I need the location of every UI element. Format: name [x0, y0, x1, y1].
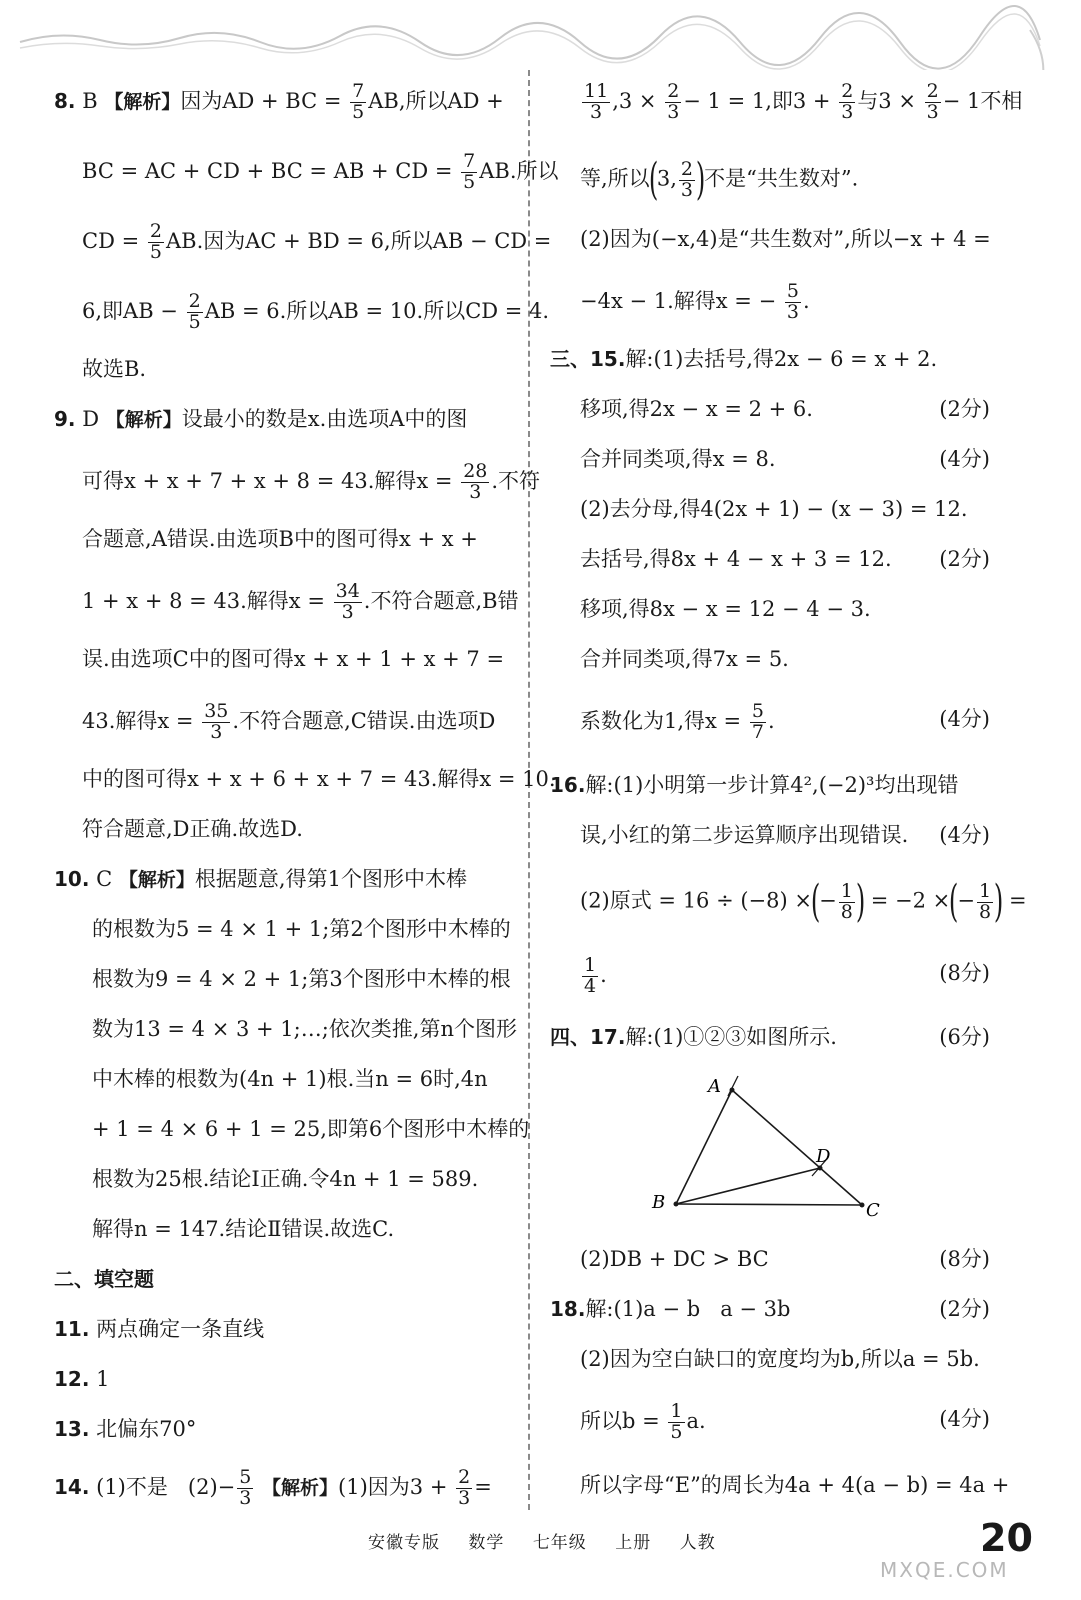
- q14-analysis-tag: 【解析】: [262, 1476, 339, 1499]
- footer-grade: 七年级: [532, 1533, 587, 1553]
- q10-analysis-tag: 【解析】: [118, 869, 195, 891]
- footer-volume: 上册: [615, 1533, 652, 1553]
- q9-text: .不符合题意,B错: [363, 588, 519, 613]
- fraction: $\frac{2}{5}$: [149, 220, 162, 263]
- footer-publisher: 人教: [679, 1533, 716, 1553]
- paren: ): [993, 876, 1004, 927]
- q8-text: 6,即AB −: [82, 298, 178, 323]
- score: (4分): [939, 1407, 990, 1431]
- q8-text: BC = AC + CD + BC = AB + CD =: [82, 158, 453, 183]
- score: (2分): [939, 397, 990, 421]
- score: (2分): [939, 547, 990, 571]
- q15-line-6: 移项,得8x − x = 12 − 4 − 3.: [580, 597, 871, 621]
- paren: ): [695, 154, 706, 205]
- point-c-label: C: [866, 1200, 880, 1221]
- q14-text: 等,所以: [580, 166, 650, 191]
- q9-text: 设最小的数是x.由选项A中的图: [181, 407, 468, 431]
- paren: ): [855, 876, 866, 927]
- q18-text: 所以b =: [580, 1408, 660, 1433]
- q14-text: .: [802, 288, 810, 313]
- q18-text: 解:(1)a − b a − 3b: [585, 1297, 791, 1321]
- q9-text: .不符: [491, 468, 541, 493]
- fraction: $\frac{1}{4}$: [584, 954, 597, 997]
- q17-text: 解:(1)①②③如图所示.: [625, 1025, 837, 1049]
- q9-text: 可得x + x + 7 + x + 8 = 43.解得x =: [82, 468, 453, 493]
- q9-text: .不符合题意,C错误.由选项D: [232, 708, 496, 733]
- q8-text: AB.因为AC + BD = 6,所以AB − CD =: [165, 228, 552, 253]
- q8-number: 8.: [54, 88, 76, 113]
- q12-line: [54, 1362, 110, 1396]
- fraction: $\frac{34}{3}$: [335, 580, 360, 623]
- fraction: $\frac{2}{3}$: [926, 80, 939, 123]
- footer-edition: 安徽专版: [368, 1533, 440, 1553]
- q15-text: 去括号,得8x + 4 − x + 3 = 12.: [580, 547, 892, 571]
- q14-line: [54, 1466, 492, 1509]
- point-b-dot: [674, 1202, 679, 1207]
- q10-line-1: [54, 862, 467, 896]
- q17-text: (2)DB + DC > BC: [580, 1247, 769, 1271]
- q16-text: 解:(1)小明第一步计算4²,(−2)³均出现错: [585, 773, 959, 797]
- segment-bd: [676, 1168, 820, 1204]
- q14-cont-line-3: (2)因为(−x,4)是“共生数对”,所以−x + 4 =: [580, 227, 991, 251]
- fraction: $\frac{1}{8}$: [840, 879, 853, 923]
- q8-answer: B: [82, 88, 98, 113]
- score: (4分): [939, 823, 990, 847]
- q14-text: =: [474, 1474, 492, 1499]
- score: (4分): [939, 707, 990, 731]
- q14-text: 与3 ×: [857, 88, 916, 113]
- left-column: [54, 80, 559, 1509]
- q9-number: 9.: [54, 407, 76, 431]
- q14-cont-line-1: [580, 80, 1023, 123]
- q9-line-6: [82, 700, 496, 743]
- q14-text: (1)因为3 +: [338, 1474, 448, 1499]
- q13-number: 13.: [54, 1417, 90, 1441]
- watermark: MXQE.COM: [880, 1558, 1009, 1582]
- page-number: 20: [980, 1516, 1033, 1560]
- q14-text: 不是“共生数对”.: [704, 166, 859, 191]
- score: (8分): [939, 961, 990, 985]
- q9-text: 1 + x + 8 = 43.解得x =: [82, 588, 325, 613]
- q10-line-7: 根数为25根.结论Ⅰ正确.令4n + 1 = 589.: [92, 1167, 479, 1191]
- fraction: $\frac{7}{5}$: [463, 150, 476, 193]
- q13-answer: 北偏东70°: [96, 1417, 197, 1441]
- q14-text: ,3 ×: [612, 88, 657, 113]
- fraction: $\frac{2}{3}$: [841, 80, 854, 123]
- q14-text: − 1 = 1,即3 +: [683, 88, 831, 113]
- q11-answer: 两点确定一条直线: [96, 1317, 265, 1341]
- q11-line: [54, 1312, 264, 1346]
- point-a-dot: [730, 1088, 735, 1093]
- q15-text: 移项,得2x − x = 2 + 6.: [580, 397, 813, 421]
- q15-line-5: [580, 542, 990, 576]
- page-footer: [0, 1508, 1081, 1600]
- q9-answer: D: [82, 407, 100, 431]
- q9-line-1: [54, 402, 467, 436]
- q18-line-1: [550, 1292, 990, 1326]
- q10-answer: C: [96, 867, 113, 891]
- q8-text: AB,所以AD +: [368, 88, 504, 113]
- section-three: 三、: [550, 347, 590, 371]
- q12-answer: 1: [96, 1367, 110, 1391]
- section-fill-in-blank: 二、填空题: [54, 1267, 154, 1291]
- q8-line-2: [82, 150, 559, 193]
- q15-text: 系数化为1,得x =: [580, 708, 742, 733]
- q9-line-3: 合题意,A错误.由选项B中的图可得x + x +: [82, 527, 478, 551]
- q10-line-4: 数为13 = 4 × 3 + 1;…;依次类推,第n个图形: [92, 1017, 517, 1041]
- q11-number: 11.: [54, 1317, 90, 1341]
- point-b-label: B: [652, 1192, 666, 1213]
- q10-line-6: + 1 = 4 × 6 + 1 = 25,即第6个图形中木棒的: [92, 1117, 530, 1141]
- q18-text: a.: [686, 1408, 706, 1433]
- paren: (: [949, 876, 959, 927]
- q9-line-8: 符合题意,D正确.故选D.: [82, 817, 303, 841]
- footer-book-info: [368, 1528, 738, 1553]
- q8-text: AB.所以: [479, 158, 559, 183]
- q8-text: 因为AD + BC =: [180, 88, 342, 113]
- q9-line-4: [82, 580, 519, 623]
- q15-text: .: [767, 708, 775, 733]
- q14-number: 14.: [54, 1474, 90, 1499]
- q16-text: =: [1008, 888, 1027, 913]
- point-c-dot: [860, 1203, 865, 1208]
- q10-number: 10.: [54, 867, 90, 891]
- q15-text: 解:(1)去括号,得2x − 6 = x + 2.: [625, 347, 938, 371]
- q16-line-4: [580, 954, 990, 997]
- q14-text: (1)不是: [96, 1474, 168, 1499]
- q8-analysis-tag: 【解析】: [104, 90, 181, 113]
- fraction: $\frac{5}{3}$: [239, 1466, 252, 1509]
- fraction: $\frac{7}{5}$: [352, 80, 365, 123]
- q12-number: 12.: [54, 1367, 90, 1391]
- fraction: $\frac{11}{3}$: [584, 80, 609, 123]
- footer-subject: 数学: [468, 1533, 505, 1553]
- q14-text: 3,: [656, 166, 677, 191]
- point-a-label: A: [708, 1076, 721, 1097]
- q14-text: (2)−: [187, 1474, 236, 1499]
- fraction: $\frac{5}{3}$: [786, 280, 799, 323]
- q18-line-4: 所以字母“E”的周长为4a + 4(a − b) = 4a +: [580, 1473, 1010, 1497]
- q15-line-7: 合并同类项,得7x = 5.: [580, 647, 789, 671]
- q9-line-7: 中的图可得x + x + 6 + x + 7 = 43.解得x = 10.: [82, 767, 556, 791]
- q15-line-2: [580, 392, 990, 426]
- q15-line-1: [550, 342, 937, 376]
- score: (4分): [939, 447, 990, 471]
- q14-text: − 1不相: [942, 88, 1023, 113]
- q16-text: (2)原式 = 16 ÷ (−8) ×: [580, 888, 812, 913]
- q16-text: = −2 ×: [870, 888, 951, 913]
- q16-number: 16.: [550, 773, 586, 797]
- q10-text: 根据题意,得第1个图形中木棒: [194, 867, 467, 891]
- segment-ab: [676, 1090, 732, 1204]
- q9-line-5: 误.由选项C中的图可得x + x + 1 + x + 7 =: [82, 647, 505, 671]
- q13-line: [54, 1412, 196, 1446]
- q10-line-5: 中木棒的根数为(4n + 1)根.当n = 6时,4n: [92, 1067, 488, 1091]
- fraction: $\frac{2}{3}$: [458, 1466, 471, 1509]
- fraction: $\frac{2}{3}$: [667, 80, 680, 123]
- q17-line-1: [550, 1020, 990, 1054]
- q8-line-5: 故选B.: [82, 357, 147, 381]
- q8-line-3: [82, 220, 552, 263]
- fraction: $\frac{1}{8}$: [979, 879, 992, 923]
- q10-line-8: 解得n = 147.结论Ⅱ错误.故选C.: [92, 1217, 395, 1241]
- q16-text: .: [600, 962, 607, 987]
- q8-text: CD =: [82, 228, 140, 253]
- q16-line-3: (2)原式 = 16 ÷ (−8) ×(− $\frac{1}{8}$ ) = −2 ×(− $\frac{1}{8}$ ) =: [580, 876, 1027, 927]
- q14-cont-line-4: [580, 280, 810, 323]
- fraction: $\frac{5}{7}$: [751, 700, 764, 743]
- score: (2分): [939, 1297, 990, 1321]
- q18-line-3: [580, 1400, 990, 1443]
- triangle-diagram: [640, 1072, 900, 1222]
- q18-number: 18.: [550, 1297, 586, 1321]
- fraction: $\frac{35}{3}$: [204, 700, 229, 743]
- q9-text: 43.解得x =: [82, 708, 194, 733]
- section-four: 四、: [550, 1025, 590, 1049]
- right-column: [550, 80, 1027, 1500]
- fraction: $\frac{1}{5}$: [670, 1400, 683, 1443]
- q9-analysis-tag: 【解析】: [105, 409, 182, 431]
- q15-text: 合并同类项,得x = 8.: [580, 447, 776, 471]
- q9-line-2: [82, 460, 541, 503]
- q16-line-2: [580, 818, 990, 852]
- q18-line-2: (2)因为空白缺口的宽度均为b,所以a = 5b.: [580, 1347, 980, 1371]
- q14-text: −4x − 1.解得x = −: [580, 288, 777, 313]
- score: (8分): [939, 1247, 990, 1271]
- q10-line-2: 的根数为5 = 4 × 1 + 1;第2个图形中木棒的: [92, 917, 511, 941]
- q15-line-3: [580, 442, 990, 476]
- fraction: $\frac{2}{3}$: [680, 157, 693, 201]
- q16-line-1: [550, 768, 958, 802]
- q16-text: 误,小红的第二步运算顺序出现错误.: [580, 823, 909, 847]
- point-d-label: D: [816, 1146, 831, 1167]
- q8-line-4: [82, 290, 550, 333]
- segment-bc: [676, 1204, 862, 1205]
- segment-ac: [732, 1090, 862, 1205]
- q15-number: 15.: [590, 347, 626, 371]
- q8-line-1: [54, 80, 504, 123]
- q15-line-8: [580, 700, 990, 743]
- paren: (: [810, 876, 821, 927]
- q8-text: AB = 6.所以AB = 10.所以CD = 4.: [204, 298, 550, 323]
- q17-number: 17.: [590, 1025, 626, 1049]
- fraction: $\frac{28}{3}$: [463, 460, 488, 503]
- q10-line-3: 根数为9 = 4 × 2 + 1;第3个图形中木棒的根: [92, 967, 511, 991]
- paren: (: [648, 154, 658, 205]
- top-border-decoration: [0, 0, 1081, 70]
- q15-line-4: (2)去分母,得4(2x + 1) − (x − 3) = 12.: [580, 497, 968, 521]
- score: (6分): [939, 1025, 990, 1049]
- fraction: $\frac{2}{5}$: [188, 290, 201, 333]
- q17-line-2: [580, 1242, 990, 1276]
- q14-cont-line-2: [580, 154, 859, 205]
